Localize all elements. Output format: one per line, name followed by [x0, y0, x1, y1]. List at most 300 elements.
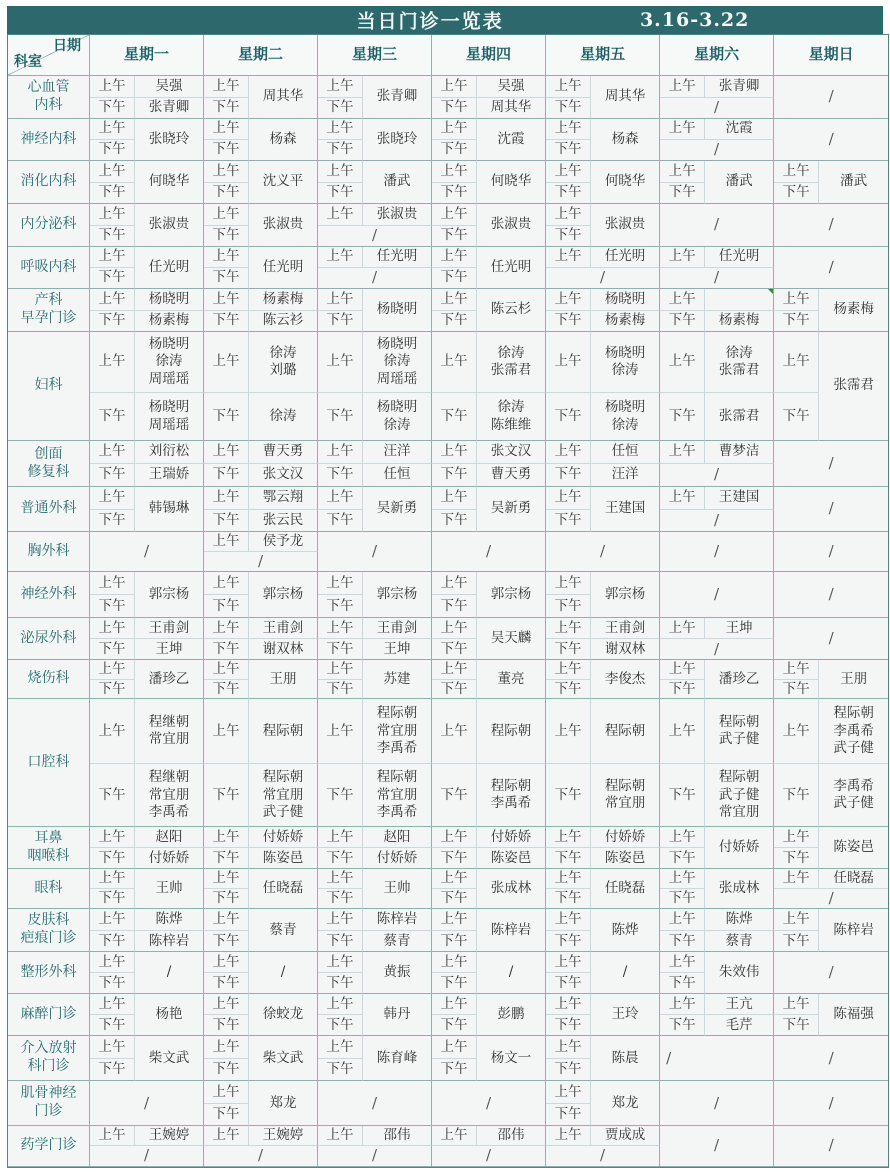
time-cell-am: 上午 [546, 909, 591, 931]
doctor-cell: 程际朝 [591, 699, 660, 764]
doctor-cell: 付娇娇 [705, 827, 774, 869]
time-cell-am: 上午 [774, 994, 819, 1015]
time-cell-pm: 下午 [660, 393, 705, 441]
time-cell-am: 上午 [546, 76, 591, 98]
doctor-cell: 杨晓明 [135, 289, 204, 311]
doctor-cell: 何晓华 [477, 161, 546, 204]
doctor-cell: 吴新勇 [477, 487, 546, 532]
time-cell-pm: 下午 [204, 764, 249, 827]
time-cell-am: 上午 [546, 119, 591, 140]
time-cell-am: 上午 [660, 952, 705, 973]
dept-cell: 神经外科 [8, 572, 90, 618]
time-cell-am: 上午 [432, 869, 477, 889]
dept-row [8, 827, 888, 848]
time-cell-pm: 下午 [432, 140, 477, 161]
doctor-cell: 刘衍松 [135, 441, 204, 464]
date-range: 3.16-3.22 [639, 9, 750, 31]
time-cell-pm: 下午 [204, 931, 249, 952]
time-cell-pm: 下午 [204, 226, 249, 247]
time-cell-am: 上午 [90, 869, 135, 889]
dept-cell: 药学门诊 [8, 1126, 90, 1166]
time-cell-pm: 下午 [432, 973, 477, 994]
time-cell-am: 上午 [660, 994, 705, 1015]
time-cell-am: 上午 [432, 161, 477, 183]
time-cell-pm: 下午 [204, 680, 249, 699]
time-cell-am: 上午 [90, 699, 135, 764]
time-cell-am: 上午 [90, 618, 135, 639]
time-cell-am: 上午 [546, 204, 591, 226]
time-cell-am: 上午 [204, 487, 249, 510]
time-cell-pm: 下午 [204, 1015, 249, 1036]
time-cell-am: 上午 [90, 247, 135, 268]
slash-cell: / [774, 76, 888, 119]
slash-cell: / [318, 226, 432, 247]
time-cell-pm: 下午 [204, 98, 249, 119]
slash-cell: / [774, 441, 888, 487]
doctor-cell: 程际朝 [249, 699, 318, 764]
time-cell-am: 上午 [204, 660, 249, 680]
time-cell-pm: 下午 [318, 311, 363, 332]
dept-cell: 神经内科 [8, 119, 90, 161]
slash-cell: / [660, 98, 774, 119]
dept-row [8, 76, 888, 98]
doctor-cell: 陈烨 [705, 909, 774, 931]
time-cell-am: 上午 [546, 572, 591, 595]
doctor-cell: 张云民 [249, 510, 318, 532]
doctor-cell: 王甫剑 [249, 618, 318, 639]
slash-cell: / [660, 268, 774, 289]
time-cell-am: 上午 [660, 660, 705, 680]
doctor-cell: 付娇娇 [249, 827, 318, 848]
time-cell-am: 上午 [204, 572, 249, 595]
doctor-cell: 赵阳 [363, 827, 432, 848]
time-cell-am: 上午 [432, 289, 477, 311]
time-cell-am: 上午 [318, 76, 363, 98]
doctor-cell: 杨晓明 徐涛 周瑶瑶 [363, 332, 432, 393]
time-cell-am: 上午 [660, 827, 705, 848]
doctor-cell: 张文汉 [249, 464, 318, 487]
time-cell-am: 上午 [318, 952, 363, 973]
time-cell-am: 上午 [90, 827, 135, 848]
time-cell-pm: 下午 [204, 889, 249, 909]
doctor-cell: 杨晓明 [591, 289, 660, 311]
doctor-cell: 陈梓岩 [819, 909, 888, 952]
time-cell-am: 上午 [204, 441, 249, 464]
time-cell-pm: 下午 [318, 98, 363, 119]
doctor-cell: 陈育峰 [363, 1036, 432, 1081]
dept-cell: 肌骨神经 门诊 [8, 1081, 90, 1126]
doctor-cell: 潘珍乙 [135, 660, 204, 699]
time-cell-pm: 下午 [204, 268, 249, 289]
time-cell-pm: 下午 [204, 1104, 249, 1126]
time-cell-am: 上午 [318, 994, 363, 1015]
dept-row [8, 572, 888, 595]
time-cell-am: 上午 [432, 618, 477, 639]
time-cell-am: 上午 [774, 660, 819, 680]
slash-cell: / [660, 532, 774, 572]
time-cell-am: 上午 [90, 161, 135, 183]
day-header-fri: 星期五 [546, 35, 660, 76]
time-cell-am: 上午 [318, 119, 363, 140]
dept-cell: 内分泌科 [8, 204, 90, 247]
time-cell-am: 上午 [318, 161, 363, 183]
doctor-cell: 张晓玲 [363, 119, 432, 161]
slash-cell: / [774, 952, 888, 994]
time-cell-am: 上午 [204, 994, 249, 1015]
time-cell-am: 上午 [546, 289, 591, 311]
time-cell-am: 上午 [204, 532, 249, 552]
doctor-cell: 张晓玲 [135, 119, 204, 161]
doctor-cell: 程际朝 [477, 699, 546, 764]
time-cell-pm: 下午 [90, 973, 135, 994]
corner-cell [8, 35, 90, 76]
doctor-cell: 陈云衫 [249, 311, 318, 332]
dept-row [8, 119, 888, 140]
dept-cell: 眼科 [8, 869, 90, 909]
time-cell-pm: 下午 [318, 680, 363, 699]
time-cell-am: 上午 [204, 869, 249, 889]
doctor-cell: 郭宗杨 [477, 572, 546, 618]
doctor-cell: 杨晓明 徐涛 [591, 393, 660, 441]
dept-cell: 产科 早孕门诊 [8, 289, 90, 332]
doctor-cell: 彭鹏 [477, 994, 546, 1036]
time-cell-am: 上午 [318, 487, 363, 510]
time-cell-am: 上午 [546, 827, 591, 848]
time-cell-am: 上午 [90, 119, 135, 140]
slash-cell: / [774, 1081, 888, 1126]
time-cell-pm: 下午 [546, 183, 591, 204]
time-cell-am: 上午 [318, 618, 363, 639]
dept-row [8, 532, 888, 552]
doctor-cell: 潘武 [819, 161, 888, 204]
time-cell-am: 上午 [318, 572, 363, 595]
doctor-cell: 吴强 [477, 76, 546, 98]
doctor-cell: 任恒 [591, 441, 660, 464]
time-cell-am: 上午 [432, 76, 477, 98]
time-cell-am: 上午 [90, 289, 135, 311]
time-cell-am: 上午 [318, 1126, 363, 1146]
time-cell-am: 上午 [774, 289, 819, 311]
dept-row [8, 161, 888, 183]
time-cell-pm: 下午 [90, 393, 135, 441]
doctor-cell: 张霈君 [819, 332, 888, 441]
time-cell-am: 上午 [774, 869, 819, 889]
day-header-sun: 星期日 [774, 35, 888, 76]
time-cell-am: 上午 [204, 909, 249, 931]
doctor-cell: 杨素梅 [819, 289, 888, 332]
time-cell-pm: 下午 [546, 1015, 591, 1036]
dept-cell: 消化内科 [8, 161, 90, 204]
time-cell-pm: 下午 [318, 183, 363, 204]
time-cell-pm: 下午 [432, 226, 477, 247]
time-cell-pm: 下午 [546, 510, 591, 532]
schedule-body [8, 76, 888, 1167]
doctor-cell: 王朋 [819, 660, 888, 699]
time-cell-pm: 下午 [204, 393, 249, 441]
time-cell-pm: 下午 [432, 889, 477, 909]
time-cell-am: 上午 [546, 487, 591, 510]
time-cell-pm: 下午 [546, 973, 591, 994]
doctor-cell: 郭宗杨 [591, 572, 660, 618]
time-cell-pm: 下午 [318, 595, 363, 618]
doctor-cell: / [249, 952, 318, 994]
dept-row [8, 247, 888, 268]
time-cell-pm: 下午 [204, 973, 249, 994]
time-cell-pm: 下午 [546, 1059, 591, 1081]
doctor-cell: 杨晓明 徐涛 [591, 332, 660, 393]
doctor-cell: 董亮 [477, 660, 546, 699]
time-cell-am: 上午 [204, 119, 249, 140]
slash-cell: / [546, 532, 660, 572]
dept-row [8, 952, 888, 973]
dept-row [8, 909, 888, 931]
time-cell-pm: 下午 [546, 140, 591, 161]
doctor-cell: 杨素梅 [591, 311, 660, 332]
time-cell-pm: 下午 [90, 311, 135, 332]
doctor-cell: / [477, 952, 546, 994]
doctor-cell: 曹梦洁 [705, 441, 774, 464]
slash-cell: / [432, 1146, 546, 1166]
slash-cell: / [774, 119, 888, 161]
dept-cell: 麻醉门诊 [8, 994, 90, 1036]
slash-cell: / [204, 1146, 318, 1166]
time-cell-pm: 下午 [660, 311, 705, 332]
corner-dept-label: 科室 [14, 54, 42, 71]
time-cell-am: 上午 [660, 909, 705, 931]
slash-cell: / [204, 552, 318, 572]
time-cell-am: 上午 [204, 952, 249, 973]
dept-row [8, 1036, 888, 1059]
time-cell-am: 上午 [432, 994, 477, 1015]
slash-cell: / [774, 1036, 888, 1081]
title-bar [7, 6, 883, 34]
time-cell-am: 上午 [432, 572, 477, 595]
slash-cell: / [660, 510, 774, 532]
time-cell-am: 上午 [90, 952, 135, 973]
doctor-cell: 王建国 [591, 487, 660, 532]
time-cell-pm: 下午 [204, 183, 249, 204]
day-header-thu: 星期四 [432, 35, 546, 76]
time-cell-am: 上午 [546, 247, 591, 268]
slash-cell: / [546, 1146, 660, 1166]
time-cell-pm: 下午 [660, 931, 705, 952]
time-cell-am: 上午 [90, 994, 135, 1015]
slash-cell: / [90, 532, 204, 572]
time-cell-am: 上午 [432, 204, 477, 226]
doctor-cell: 王建国 [705, 487, 774, 510]
time-cell-pm: 下午 [546, 848, 591, 869]
time-cell-pm: 下午 [774, 848, 819, 869]
time-cell-pm: 下午 [432, 311, 477, 332]
dept-row [8, 441, 888, 464]
time-cell-am: 上午 [204, 289, 249, 311]
doctor-cell: 郑龙 [591, 1081, 660, 1126]
slash-cell: / [774, 618, 888, 660]
doctor-cell: 程继朝 常宜朋 [135, 699, 204, 764]
doctor-cell: 陈烨 [135, 909, 204, 931]
doctor-cell: 杨森 [249, 119, 318, 161]
time-cell-pm: 下午 [204, 639, 249, 660]
slash-cell: / [546, 268, 660, 289]
time-cell-pm: 下午 [432, 183, 477, 204]
time-cell-pm: 下午 [318, 889, 363, 909]
slash-cell: / [774, 889, 888, 909]
time-cell-am: 上午 [546, 1081, 591, 1104]
time-cell-am: 上午 [204, 1036, 249, 1059]
doctor-cell: 张淑贵 [591, 204, 660, 247]
time-cell-am: 上午 [432, 660, 477, 680]
page-title: 当日门诊一览表 [356, 10, 504, 33]
day-header-tue: 星期二 [204, 35, 318, 76]
time-cell-am: 上午 [318, 247, 363, 268]
time-cell-pm: 下午 [90, 140, 135, 161]
time-cell-pm: 下午 [774, 931, 819, 952]
doctor-cell: 韩丹 [363, 994, 432, 1036]
doctor-cell: 王玲 [591, 994, 660, 1036]
time-cell-am: 上午 [432, 247, 477, 268]
time-cell-pm: 下午 [204, 140, 249, 161]
doctor-cell: 侯予龙 [249, 532, 318, 552]
time-cell-am: 上午 [318, 204, 363, 226]
time-cell-am: 上午 [546, 952, 591, 973]
doctor-cell: 王瑞娇 [135, 464, 204, 487]
dept-row [8, 660, 888, 680]
time-cell-pm: 下午 [432, 1015, 477, 1036]
time-cell-pm: 下午 [204, 595, 249, 618]
dept-cell: 心血管 内科 [8, 76, 90, 119]
time-cell-am: 上午 [432, 441, 477, 464]
doctor-cell: 王帅 [363, 869, 432, 909]
doctor-cell: 张青卿 [135, 98, 204, 119]
slash-cell: / [774, 247, 888, 289]
doctor-cell: 王婉婷 [249, 1126, 318, 1146]
doctor-cell: 任光明 [363, 247, 432, 268]
doctor-cell: 李禹希 武子健 [819, 764, 888, 827]
time-cell-am: 上午 [546, 869, 591, 889]
doctor-cell: 王坤 [135, 639, 204, 660]
doctor-cell: 陈梓岩 [363, 909, 432, 931]
time-cell-am: 上午 [660, 487, 705, 510]
time-cell-am: 上午 [90, 487, 135, 510]
time-cell-am: 上午 [660, 869, 705, 889]
time-cell-pm: 下午 [660, 848, 705, 869]
doctor-cell: 陈姿邑 [249, 848, 318, 869]
time-cell-pm: 下午 [774, 680, 819, 699]
slash-cell: / [774, 1126, 888, 1166]
time-cell-pm: 下午 [546, 226, 591, 247]
time-cell-pm: 下午 [432, 595, 477, 618]
doctor-cell: 郑龙 [249, 1081, 318, 1126]
time-cell-am: 上午 [774, 161, 819, 183]
slash-cell: / [318, 1081, 432, 1126]
time-cell-pm: 下午 [546, 595, 591, 618]
doctor-cell: 杨晓明 徐涛 [363, 393, 432, 441]
doctor-cell: 王亢 [705, 994, 774, 1015]
doctor-cell: 苏建 [363, 660, 432, 699]
slash-cell: / [660, 1126, 774, 1166]
time-cell-pm: 下午 [774, 311, 819, 332]
doctor-cell: 程际朝 武子健 常宜朋 [705, 764, 774, 827]
doctor-cell: 张霈君 [705, 393, 774, 441]
time-cell-am: 上午 [318, 1036, 363, 1059]
doctor-cell: 郭宗杨 [249, 572, 318, 618]
doctor-cell: 邵伟 [363, 1126, 432, 1146]
time-cell-am: 上午 [318, 869, 363, 889]
time-cell-pm: 下午 [90, 183, 135, 204]
doctor-cell: 杨森 [591, 119, 660, 161]
time-cell-pm: 下午 [318, 393, 363, 441]
slash-cell: / [90, 1146, 204, 1166]
time-cell-pm: 下午 [318, 1015, 363, 1036]
time-cell-am: 上午 [546, 660, 591, 680]
slash-cell: / [660, 464, 774, 487]
doctor-cell: 徐涛 [249, 393, 318, 441]
slash-cell: / [432, 1081, 546, 1126]
time-cell-am: 上午 [90, 572, 135, 595]
doctor-cell: 谢双林 [249, 639, 318, 660]
dept-cell: 泌尿外科 [8, 618, 90, 660]
time-cell-am: 上午 [204, 76, 249, 98]
doctor-cell: 徐涛 刘璐 [249, 332, 318, 393]
doctor-cell: 张淑贵 [135, 204, 204, 247]
time-cell-am: 上午 [432, 332, 477, 393]
schedule-table [7, 34, 889, 1168]
dept-cell: 耳鼻 咽喉科 [8, 827, 90, 869]
doctor-cell: 任光明 [591, 247, 660, 268]
doctor-cell: 柴文武 [135, 1036, 204, 1081]
time-cell-pm: 下午 [90, 268, 135, 289]
time-cell-am: 上午 [432, 699, 477, 764]
time-cell-pm: 下午 [432, 764, 477, 827]
doctor-cell: 张淑贵 [477, 204, 546, 247]
doctor-cell: 沈霞 [477, 119, 546, 161]
doctor-cell: 程际朝 常宜朋 [591, 764, 660, 827]
time-cell-am: 上午 [432, 119, 477, 140]
doctor-cell: 程际朝 常宜朋 武子健 [249, 764, 318, 827]
doctor-cell: 吴新勇 [363, 487, 432, 532]
doctor-cell: 张淑贵 [363, 204, 432, 226]
time-cell-pm: 下午 [318, 140, 363, 161]
doctor-cell: 陈福强 [819, 994, 888, 1036]
time-cell-am: 上午 [432, 952, 477, 973]
doctor-cell: 柴文武 [249, 1036, 318, 1081]
doctor-cell: 任光明 [249, 247, 318, 289]
doctor-cell: 张青卿 [705, 76, 774, 98]
time-cell-pm: 下午 [432, 931, 477, 952]
slash-cell: / [660, 572, 774, 618]
time-cell-am: 上午 [318, 827, 363, 848]
doctor-cell: 韩锡琳 [135, 487, 204, 532]
time-cell-am: 上午 [546, 618, 591, 639]
time-cell-pm: 下午 [90, 931, 135, 952]
time-cell-pm: 下午 [774, 393, 819, 441]
slash-cell: / [660, 1081, 774, 1126]
slash-cell: / [660, 639, 774, 660]
time-cell-am: 上午 [660, 119, 705, 140]
time-cell-am: 上午 [204, 204, 249, 226]
doctor-cell: 程际朝 李禹希 武子健 [819, 699, 888, 764]
time-cell-pm: 下午 [660, 183, 705, 204]
time-cell-pm: 下午 [90, 889, 135, 909]
doctor-cell: 陈梓岩 [477, 909, 546, 952]
header-row [8, 35, 888, 76]
time-cell-pm: 下午 [204, 464, 249, 487]
doctor-cell: 曹天勇 [477, 464, 546, 487]
time-cell-am: 上午 [432, 909, 477, 931]
time-cell-pm: 下午 [318, 848, 363, 869]
doctor-cell: 杨艳 [135, 994, 204, 1036]
doctor-cell: 王坤 [363, 639, 432, 660]
